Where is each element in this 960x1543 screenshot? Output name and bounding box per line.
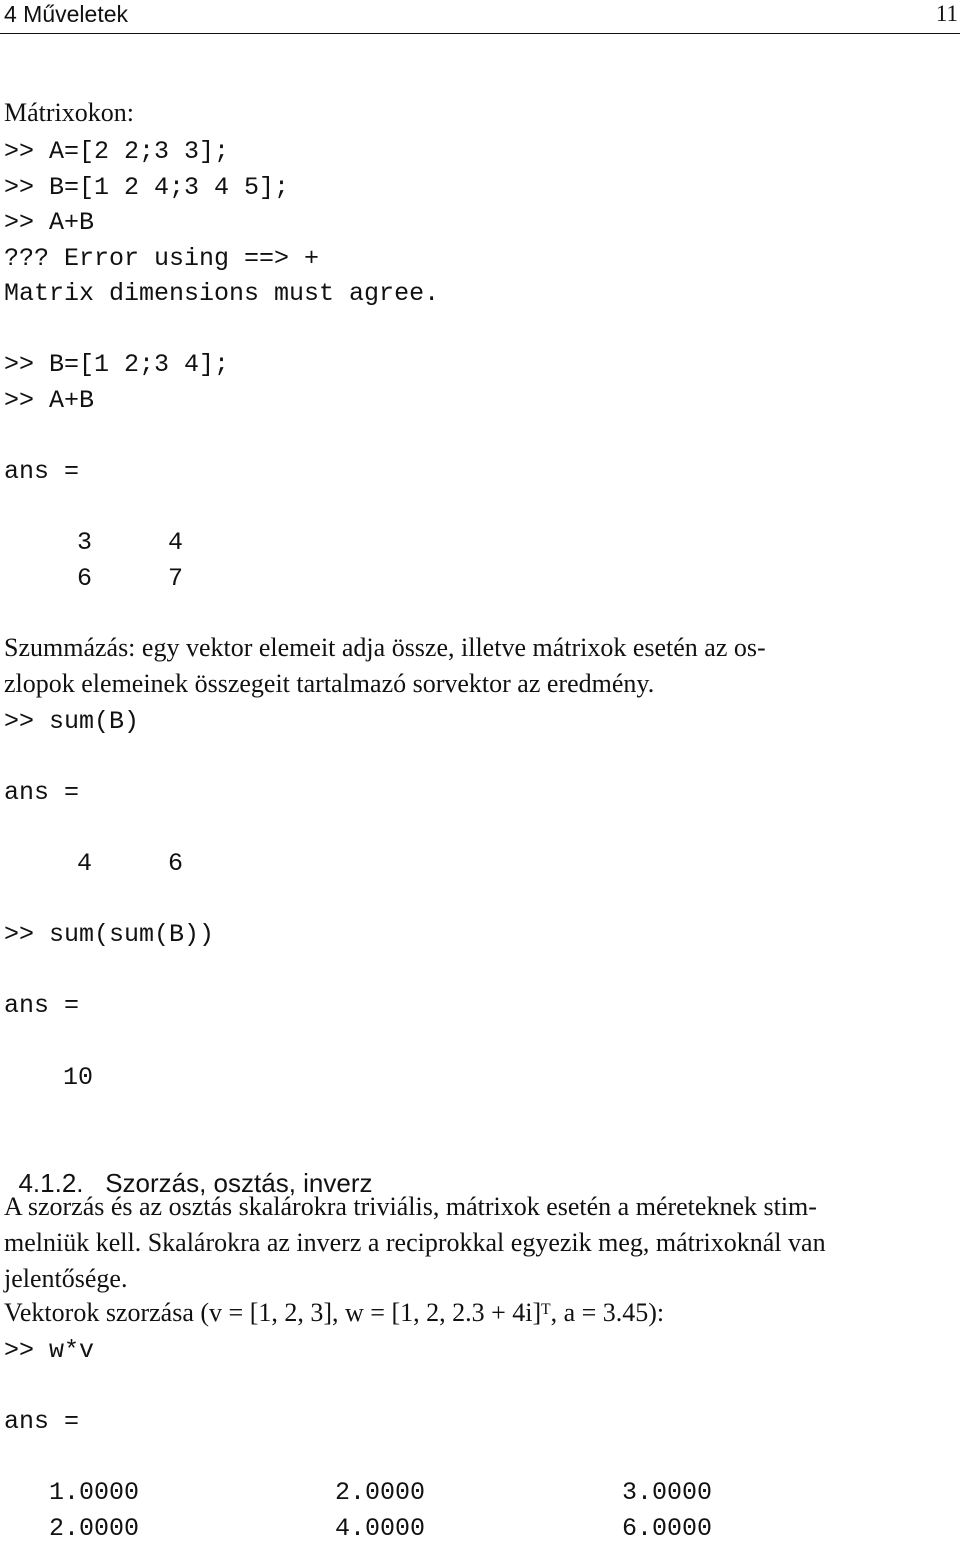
- matrix-cell: 4: [77, 849, 93, 878]
- code-line: >> B=[1 2;3 4];: [4, 350, 230, 379]
- code-line: >> A+B: [4, 208, 95, 237]
- matrix-cell: 6: [168, 849, 184, 878]
- chapter-title: 4 Műveletek: [4, 1, 129, 27]
- matrix-cell: 4.0000: [335, 1514, 426, 1543]
- paragraph-line: jelentősége.: [4, 1264, 128, 1293]
- code-line: >> w*v: [4, 1336, 95, 1365]
- paragraph-line: zlopok elemeinek összegeit tartalmazó sorvektor az eredmény.: [4, 669, 655, 698]
- vector-definition: Vektorok szorzása (v = [1, 2, 3], w = [1, 2, 2.3 + 4i]ᵀ, a = 3.45):: [4, 1298, 665, 1327]
- page-header: [0, 0, 960, 34]
- matrix-cell: 3.0000: [622, 1478, 713, 1507]
- code-line: >> A=[2 2;3 3];: [4, 137, 230, 166]
- error-line: ??? Error using ==> +: [4, 244, 320, 273]
- code-line: >> A+B: [4, 386, 95, 415]
- section-number: 4.1.2.: [18, 1168, 84, 1198]
- matrix-intro: Mátrixokon:: [4, 98, 134, 127]
- code-line: >> sum(sum(B)): [4, 920, 215, 949]
- matrix-cell: 3: [77, 528, 93, 557]
- matrix-cell: 10: [63, 1063, 94, 1092]
- matrix-cell: 1.0000: [49, 1478, 140, 1507]
- paragraph-line: A szorzás és az osztás skalárokra triviális, mátrixok esetén a méreteknek stim-: [4, 1192, 817, 1221]
- matrix-cell: 7: [168, 564, 184, 593]
- ans-label: ans =: [4, 991, 80, 1020]
- ans-label: ans =: [4, 457, 80, 486]
- section-title: Szorzás, osztás, inverz: [105, 1168, 373, 1198]
- matrix-cell: 2.0000: [335, 1478, 426, 1507]
- matrix-cell: 6: [77, 564, 93, 593]
- matrix-cell: 6.0000: [622, 1514, 713, 1543]
- paragraph-line: Szummázás: egy vektor elemeit adja össze, illetve mátrixok esetén az os-: [4, 633, 766, 662]
- matrix-cell: 4: [168, 528, 184, 557]
- page-number: 11: [935, 1, 958, 26]
- ans-label: ans =: [4, 1407, 80, 1436]
- section-heading: [4, 1137, 373, 1199]
- code-line: >> sum(B): [4, 707, 140, 736]
- paragraph-line: melniük kell. Skalárokra az inverz a reciprokkal egyezik meg, mátrixoknál van: [4, 1228, 826, 1257]
- code-line: >> B=[1 2 4;3 4 5];: [4, 173, 290, 202]
- error-line: Matrix dimensions must agree.: [4, 279, 440, 308]
- matrix-cell: 2.0000: [49, 1514, 140, 1543]
- ans-label: ans =: [4, 778, 80, 807]
